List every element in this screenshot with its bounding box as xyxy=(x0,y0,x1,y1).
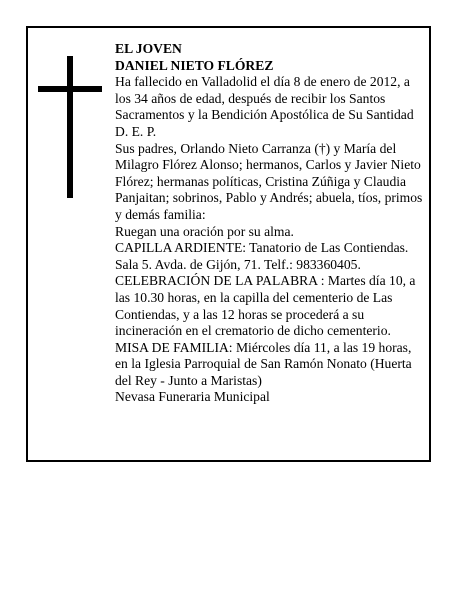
obituary-notice xyxy=(26,26,431,462)
death-announcement: Ha fallecido en Valladolid el día 8 de enero de 2012, a los 34 años de edad, después de recibir los Santos Sacramentos y la Bendición Apostólica de Su Santidad D. E. P. xyxy=(115,74,414,139)
wake-location: CAPILLA ARDIENTE: Tanatorio de Las Contiendas. Sala 5. Avda. de Gijón, 71. Telf.: 983360405. xyxy=(115,240,409,272)
family-mass-details: MISA DE FAMILIA: Miércoles día 11, a las 19 horas, en la Iglesia Parroquial de San Ramón Nonato (Huerta del Rey - Junto a Maristas) xyxy=(115,339,412,388)
funeral-home: Nevasa Funeraria Municipal xyxy=(115,389,270,405)
heading-line-1: EL JOVEN xyxy=(115,41,182,56)
family-list: Sus padres, Orlando Nieto Carranza (†) y María del Milagro Flórez Alonso; hermanos, Carlos y Javier Nieto Flórez; hermanas políticas, Cristina Zúñiga y Claudia Panjaitan; sobrinos, Pablo y Andrés; abuela, tíos, primos y demás familia: xyxy=(115,140,423,222)
ceremony-details: CELEBRACIÓN DE LA PALABRA : Martes día 10, a las 10.30 horas, en la capilla del cementerio de Las Contiendas, y a las 12 horas se procederá a su incineración en el crematorio de dicho cementerio. xyxy=(115,273,416,339)
notice-text xyxy=(115,41,425,406)
deceased-name: DANIEL NIETO FLÓREZ xyxy=(115,57,274,73)
cross-icon xyxy=(38,56,102,198)
cross-horizontal-bar xyxy=(38,86,102,92)
cross-vertical-bar xyxy=(67,56,73,198)
prayer-request: Ruegan una oración por su alma. xyxy=(115,223,294,239)
